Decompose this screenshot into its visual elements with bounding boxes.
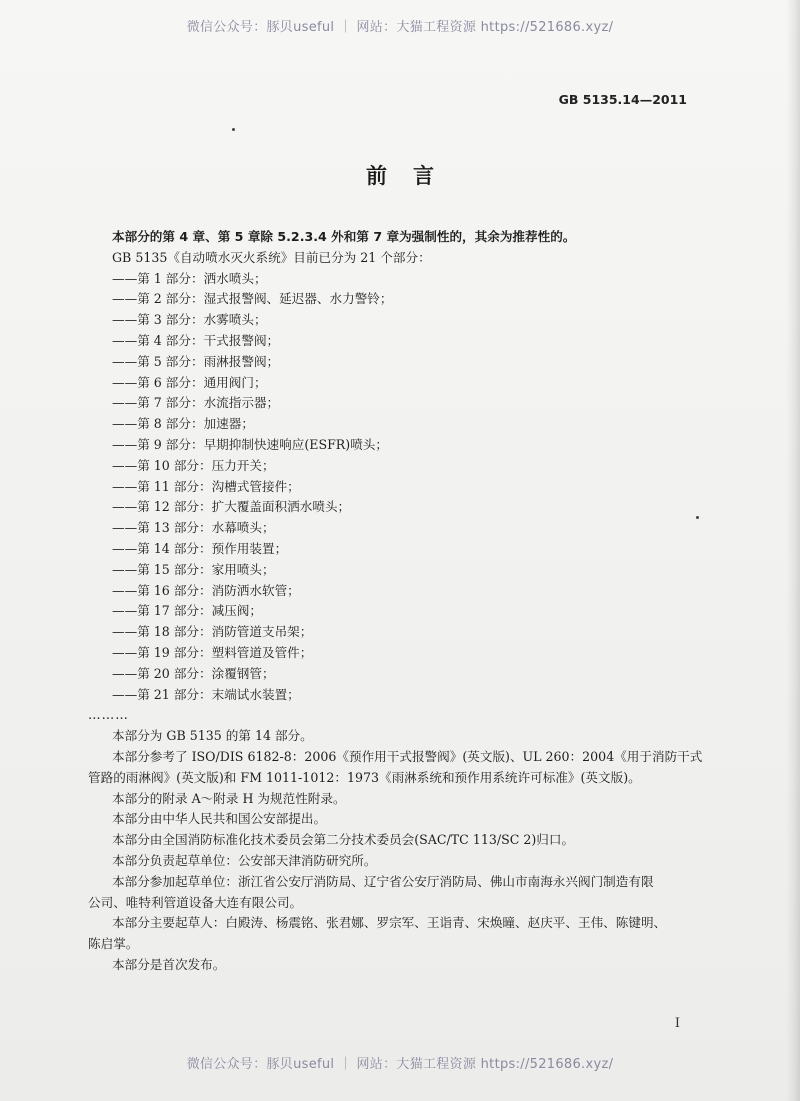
part-list-item: ——第 10 部分：压力开关； — [112, 457, 275, 473]
page-number: I — [674, 1016, 680, 1031]
paragraph-references-1: 本部分参考了 ISO/DIS 6182-8：2006《预作用干式报警阀》(英文版)、UL 260：2004《用于消防干式 — [112, 748, 703, 764]
watermark-bottom: 微信公众号：豚贝useful ｜ 网站：大猫工程资源 https://521686.xyz/ — [186, 1057, 614, 1072]
paragraph-managed-by: 本部分由全国消防标准化技术委员会第二分技术委员会(SAC/TC 113/SC 2)归口。 — [112, 832, 575, 848]
part-list-item: ——第 21 部分：末端试水装置； — [112, 686, 300, 702]
part-list-item: ——第 1 部分：洒水喷头； — [112, 270, 267, 286]
part-list-item: ——第 9 部分：早期抑制快速响应(ESFR)喷头； — [112, 436, 388, 452]
part-list-item: ——第 2 部分：湿式报警阀、延迟器、水力警铃； — [112, 291, 393, 307]
part-list-item: ——第 12 部分：扩大覆盖面积洒水喷头； — [112, 499, 351, 515]
part-list-item: ——第 18 部分：消防管道支吊架； — [112, 624, 313, 640]
part-list-item: ——第 16 部分：消防洒水软管； — [112, 582, 300, 598]
scan-speck — [232, 128, 235, 131]
paragraph-references-2: 管路的雨淋阀》(英文版)和 FM 1011-1012：1973《雨淋系统和预作用系统许可标准》(英文版)。 — [88, 769, 641, 785]
part-list-item: ——第 14 部分：预作用装置； — [112, 540, 288, 556]
part-list-item: ——第 7 部分：水流指示器； — [112, 395, 280, 411]
paragraph-participants-2: 公司、唯特利管道设备大连有限公司。 — [88, 894, 303, 910]
paragraph-drafters-2: 陈启掌。 — [88, 936, 139, 952]
standard-code: GB 5135.14—2011 — [558, 92, 687, 107]
part-list-item: ——第 19 部分：塑料管道及管件； — [112, 644, 313, 660]
watermark-top: 微信公众号：豚贝useful ｜ 网站：大猫工程资源 https://521686.xyz/ — [186, 20, 614, 35]
part-list-item: ——第 5 部分：雨淋报警阀； — [112, 353, 280, 369]
part-list-item: ——第 4 部分：干式报警阀； — [112, 332, 280, 348]
paragraph-annex: 本部分的附录 A～附录 H 为规范性附录。 — [112, 790, 346, 806]
part-list-item: ——第 6 部分：通用阀门； — [112, 374, 267, 390]
part-list-item: ——第 8 部分：加速器； — [112, 416, 254, 432]
scan-speck — [696, 516, 699, 519]
part-list-item: ——第 17 部分：减压阀； — [112, 603, 262, 619]
parts-list — [88, 269, 688, 706]
paragraph-part-number: 本部分为 GB 5135 的第 14 部分。 — [112, 728, 313, 744]
parts-intro: GB 5135《自动喷水灭火系统》目前已分为 21 个部分： — [112, 249, 431, 265]
list-ellipsis: ……… — [88, 707, 129, 723]
paragraph-drafters-1: 本部分主要起草人：白殿涛、杨震铭、张君娜、罗宗军、王诣青、宋焕曈、赵庆平、王伟、陈键明、 — [112, 915, 667, 931]
foreword-body — [88, 227, 703, 976]
part-list-item: ——第 20 部分：涂覆钢管； — [112, 665, 275, 681]
paragraph-drafting-unit: 本部分负责起草单位：公安部天津消防研究所。 — [112, 852, 377, 868]
paragraph-first-release: 本部分是首次发布。 — [112, 956, 226, 972]
part-list-item: ——第 13 部分：水幕喷头； — [112, 520, 275, 536]
part-list-item: ——第 11 部分：沟槽式管接件； — [112, 478, 300, 494]
page-title: 前言 — [366, 164, 460, 188]
paragraph-proposed-by: 本部分由中华人民共和国公安部提出。 — [112, 811, 327, 827]
part-list-item: ——第 3 部分：水雾喷头； — [112, 312, 267, 328]
paragraph-participants-1: 本部分参加起草单位：浙江省公安厅消防局、辽宁省公安厅消防局、佛山市南海永兴阀门制造有限 — [112, 873, 654, 889]
part-list-item: ——第 15 部分：家用喷头； — [112, 561, 275, 577]
mandatory-note: 本部分的第 4 章、第 5 章除 5.2.3.4 外和第 7 章为强制性的，其余为推荐性的。 — [112, 229, 576, 244]
